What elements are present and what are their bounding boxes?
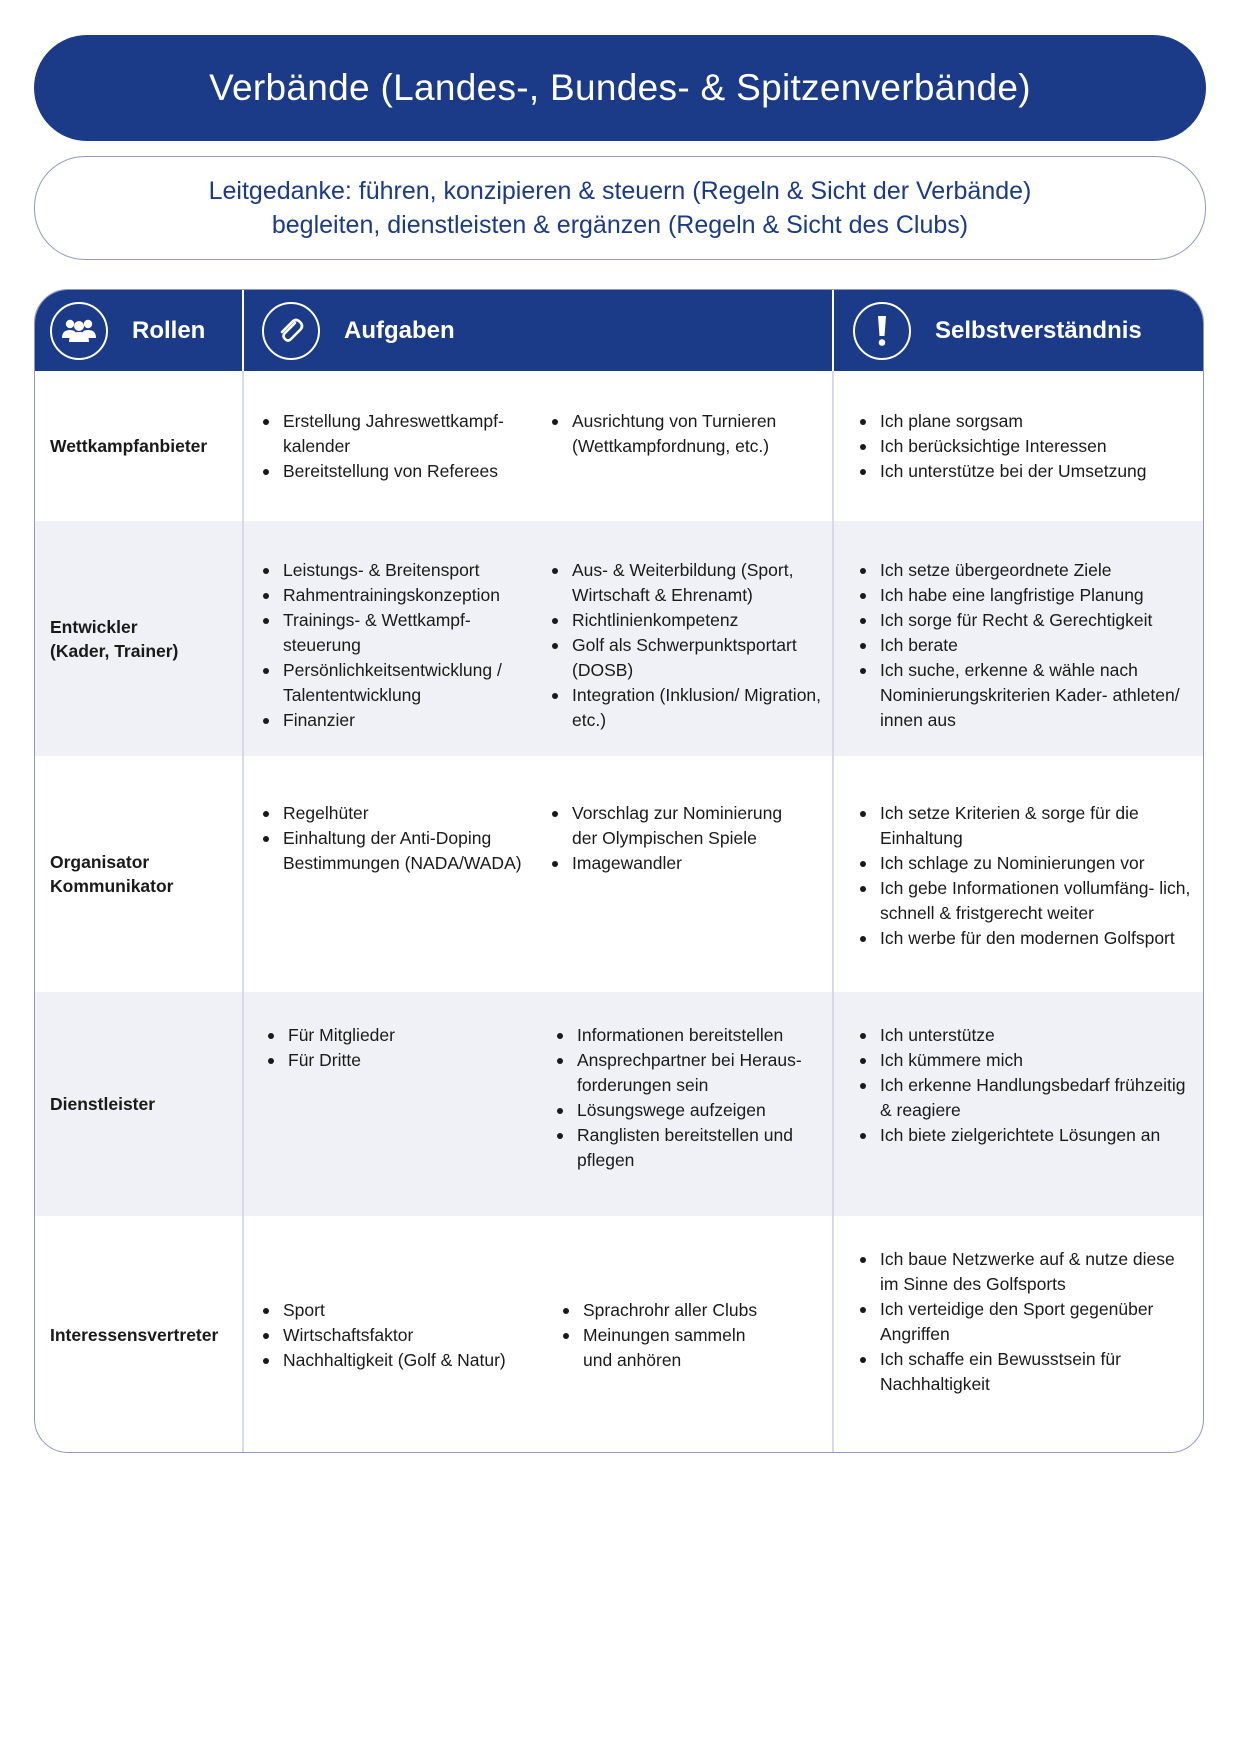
matrix-row [35, 756, 1203, 992]
list-item: Meinungen sammeln und anhören [561, 1323, 761, 1373]
list-item: Persönlichkeitsentwicklung / Talententwicklung [261, 658, 523, 708]
role-line: (Kader, Trainer) [50, 640, 179, 661]
role-line: Dienstleister [50, 1094, 156, 1114]
list-item: Nachhaltigkeit (Golf & Natur) [261, 1348, 531, 1373]
self-list [858, 409, 1193, 484]
tasks-left-list [261, 558, 523, 733]
header-self [853, 290, 1142, 371]
list-item: Rahmentrainingskonzeption [261, 583, 523, 608]
list-item: Ich werbe für den modernen Golfsport [858, 926, 1198, 951]
self-list [858, 801, 1198, 951]
list-item: Ich kümmere mich [858, 1048, 1193, 1073]
header-roles-label: Rollen [132, 316, 206, 344]
people-icon [50, 302, 108, 360]
tasks-left-list [261, 409, 521, 484]
header-self-label: Selbstverständnis [935, 316, 1142, 344]
matrix-row [35, 992, 1203, 1216]
list-item: Golf als Schwerpunktsportart (DOSB) [550, 633, 830, 683]
list-item: Leistungs- & Breitensport [261, 558, 523, 583]
list-item: Ich unterstütze [858, 1023, 1193, 1048]
self-list [858, 558, 1188, 733]
list-item: Informationen bereitstellen [555, 1023, 825, 1048]
list-item: Erstellung Jahreswettkampf- kalender [261, 409, 521, 459]
list-item: Bereitstellung von Referees [261, 459, 521, 484]
role-line: Organisator [50, 852, 150, 872]
role-line: Interessensvertreter [50, 1325, 219, 1345]
role-label [50, 521, 240, 756]
column-divider [832, 290, 834, 1452]
list-item: Ich berücksichtige Interessen [858, 434, 1193, 459]
list-item: Für Mitglieder [266, 1023, 516, 1048]
roles-matrix [34, 289, 1204, 1453]
list-item: Ich berate [858, 633, 1188, 658]
list-item: Sport [261, 1298, 531, 1323]
tasks-right-list [550, 409, 825, 459]
list-item: Finanzier [261, 708, 523, 733]
list-item: Imagewandler [550, 851, 810, 876]
list-item: Ich unterstütze bei der Umsetzung [858, 459, 1193, 484]
role-label [50, 1216, 240, 1453]
tasks-left-list [266, 1023, 516, 1073]
paperclip-icon [262, 302, 320, 360]
matrix-row [35, 371, 1203, 521]
role-label [50, 371, 240, 521]
tasks-right-list [550, 801, 810, 876]
list-item: Ich erkenne Handlungsbedarf frühzeitig & reagiere [858, 1073, 1193, 1123]
list-item: Ranglisten bereitstellen und pflegen [555, 1123, 825, 1173]
list-item: Vorschlag zur Nominierung der Olympischen Spiele [550, 801, 810, 851]
list-item: Ich biete zielgerichtete Lösungen an [858, 1123, 1193, 1148]
guideline-line-2: begleiten, dienstleisten & ergänzen (Regeln & Sicht des Clubs) [271, 211, 969, 239]
header-divider [832, 290, 834, 371]
role-line: Wettkampfanbieter [50, 436, 208, 456]
list-item: Ich baue Netzwerke auf & nutze diese im Sinne des Golfsports [858, 1247, 1188, 1297]
list-item: Ich sorge für Recht & Gerechtigkeit [858, 608, 1188, 633]
list-item: Ich suche, erkenne & wähle nach Nominierungskriterien Kader- athleten/ innen aus [858, 658, 1188, 733]
list-item: Integration (Inklusion/ Migration, etc.) [550, 683, 830, 733]
matrix-row [35, 521, 1203, 756]
tasks-right-list [555, 1023, 825, 1173]
column-divider [242, 290, 244, 1452]
role-line: Entwickler [50, 616, 138, 637]
list-item: Regelhüter [261, 801, 531, 826]
list-item: Ich schlage zu Nominierungen vor [858, 851, 1198, 876]
guideline-box [34, 156, 1206, 260]
role-line: Kommunikator [50, 876, 174, 896]
list-item: Für Dritte [266, 1048, 516, 1073]
list-item: Ansprechpartner bei Heraus- forderungen sein [555, 1048, 825, 1098]
header-tasks-label: Aufgaben [344, 316, 455, 344]
list-item: Ich setze übergeordnete Ziele [858, 558, 1188, 583]
list-item: Ich plane sorgsam [858, 409, 1193, 434]
list-item: Aus- & Weiterbildung (Sport, Wirtschaft & Ehrenamt) [550, 558, 830, 608]
list-item: Lösungswege aufzeigen [555, 1098, 825, 1123]
list-item: Einhaltung der Anti-Doping Bestimmungen (NADA/WADA) [261, 826, 531, 876]
tasks-right-list [550, 558, 830, 733]
tasks-left-list [261, 801, 531, 876]
list-item: Ich gebe Informationen vollumfäng- lich, schnell & fristgerecht weiter [858, 876, 1198, 926]
role-label [50, 756, 240, 992]
exclamation-icon [853, 302, 911, 360]
list-item: Richtlinienkompetenz [550, 608, 830, 633]
role-label [50, 992, 240, 1216]
header-divider [242, 290, 244, 371]
page-title-text: Verbände (Landes-, Bundes- & Spitzenverbände) [209, 67, 1031, 108]
guideline-line-1: Leitgedanke: führen, konzipieren & steuern (Regeln & Sicht der Verbände) [208, 177, 1032, 205]
self-list [858, 1247, 1188, 1397]
tasks-right-list [561, 1298, 761, 1373]
list-item: Ich habe eine langfristige Planung [858, 583, 1188, 608]
table-header [35, 290, 1203, 371]
tasks-left-list [261, 1298, 531, 1373]
list-item: Ich verteidige den Sport gegenüber Angriffen [858, 1297, 1188, 1347]
list-item: Sprachrohr aller Clubs [561, 1298, 761, 1323]
header-roles [50, 290, 205, 371]
list-item: Ich setze Kriterien & sorge für die Einhaltung [858, 801, 1198, 851]
list-item: Ich schaffe ein Bewusstsein für Nachhaltigkeit [858, 1347, 1188, 1397]
header-tasks [262, 290, 455, 371]
list-item: Wirtschaftsfaktor [261, 1323, 531, 1348]
list-item: Trainings- & Wettkampf- steuerung [261, 608, 523, 658]
matrix-row [35, 1216, 1203, 1453]
list-item: Ausrichtung von Turnieren (Wettkampfordnung, etc.) [550, 409, 825, 459]
page-title [34, 35, 1206, 141]
self-list [858, 1023, 1193, 1148]
